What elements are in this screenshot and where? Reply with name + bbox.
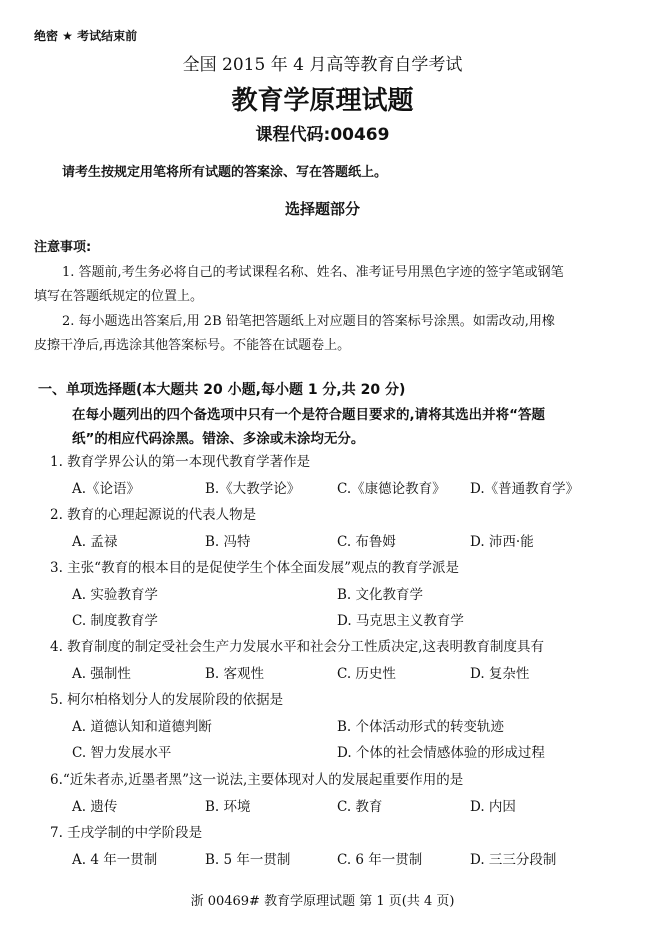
question-1-option-a: A.《论语》 [72,481,141,497]
question-4-stem: 4. 教育制度的制定受社会生产力发展水平和社会分工性质决定,这表明教育制度具有 [50,639,544,655]
course-code: 课程代码:00469 [255,125,390,145]
question-3-option-d: D. 马克思主义教育学 [337,613,464,629]
page-footer: 浙 00469# 教育学原理试题 第 1 页(共 4 页) [190,894,455,909]
question-2-option-b: B. 冯特 [205,534,251,550]
exam-name: 全国 2015 年 4 月高等教育自学考试 [182,55,463,75]
question-6-option-a: A. 遗传 [72,799,118,815]
confidential-label: 绝密 ★ 考试结束前 [34,29,138,43]
part-description-line-1: 在每小题列出的四个备选项中只有一个是符合题目要求的,请将其选出并将“答题 [72,407,545,423]
question-2-option-d: D. 沛西·能 [470,534,534,550]
question-1-stem: 1. 教育学界公认的第一本现代教育学著作是 [50,454,311,470]
question-6-option-d: D. 内因 [470,799,516,815]
question-3-option-c: C. 制度教育学 [72,613,158,629]
question-2-stem: 2. 教育的心理起源说的代表人物是 [50,507,257,523]
question-5-option-b: B. 个体活动形式的转变轨迹 [337,719,505,735]
question-1-option-d: D.《普通教育学》 [470,481,580,497]
question-4-option-b: B. 客观性 [205,666,265,682]
note-2-line-2: 皮擦干净后,再选涂其他答案标号。不能答在试题卷上。 [34,338,351,353]
question-5-stem: 5. 柯尔柏格划分人的发展阶段的依据是 [50,692,284,708]
question-6-stem: 6.“近朱者赤,近墨者黑”这一说法,主要体现对人的发展起重要作用的是 [50,772,464,788]
question-3-option-b: B. 文化教育学 [337,587,424,603]
question-5-option-d: D. 个体的社会情感体验的形成过程 [337,745,545,761]
question-4-option-d: D. 复杂性 [470,666,530,682]
question-1-option-c: C.《康德论教育》 [337,481,446,497]
question-7-option-b: B. 5 年一贯制 [205,852,291,868]
question-5-option-a: A. 道德认知和道德判断 [72,719,212,735]
question-2-option-a: A. 孟禄 [72,534,118,550]
question-6-option-b: B. 环境 [205,799,251,815]
question-7-option-d: D. 三三分段制 [470,852,557,868]
note-2-line-1: 2. 每小题选出答案后,用 2B 铅笔把答题纸上对应题目的答案标号涂黑。如需改动,用橡 [62,314,555,329]
question-3-stem: 3. 主张“教育的根本目的是促使学生个体全面发展”观点的教育学派是 [50,560,459,576]
part-title: 一、单项选择题(本大题共 20 小题,每小题 1 分,共 20 分) [38,382,406,398]
question-2-option-c: C. 布鲁姆 [337,534,396,550]
part-description-line-2: 纸”的相应代码涂黑。错涂、多涂或未涂均无分。 [72,431,365,447]
question-7-option-a: A. 4 年一贯制 [72,852,158,868]
question-7-stem: 7. 壬戌学制的中学阶段是 [50,825,203,841]
question-3-option-a: A. 实验教育学 [72,587,158,603]
question-5-option-c: C. 智力发展水平 [72,745,172,761]
note-1-line-1: 1. 答题前,考生务必将自己的考试课程名称、姓名、准考证号用黑色字迹的签字笔或钢笔 [62,265,564,280]
question-7-option-c: C. 6 年一贯制 [337,852,423,868]
question-4-option-c: C. 历史性 [337,666,396,682]
question-4-option-a: A. 强制性 [72,666,131,682]
note-1-line-2: 填写在答题纸规定的位置上。 [34,289,204,304]
question-1-option-b: B.《大教学论》 [205,481,301,497]
answer-instruction: 请考生按规定用笔将所有试题的答案涂、写在答题纸上。 [62,165,388,180]
section-title: 选择题部分 [284,200,360,218]
notes-heading: 注意事项: [34,240,92,255]
question-6-option-c: C. 教育 [337,799,383,815]
paper-title: 教育学原理试题 [231,86,414,116]
